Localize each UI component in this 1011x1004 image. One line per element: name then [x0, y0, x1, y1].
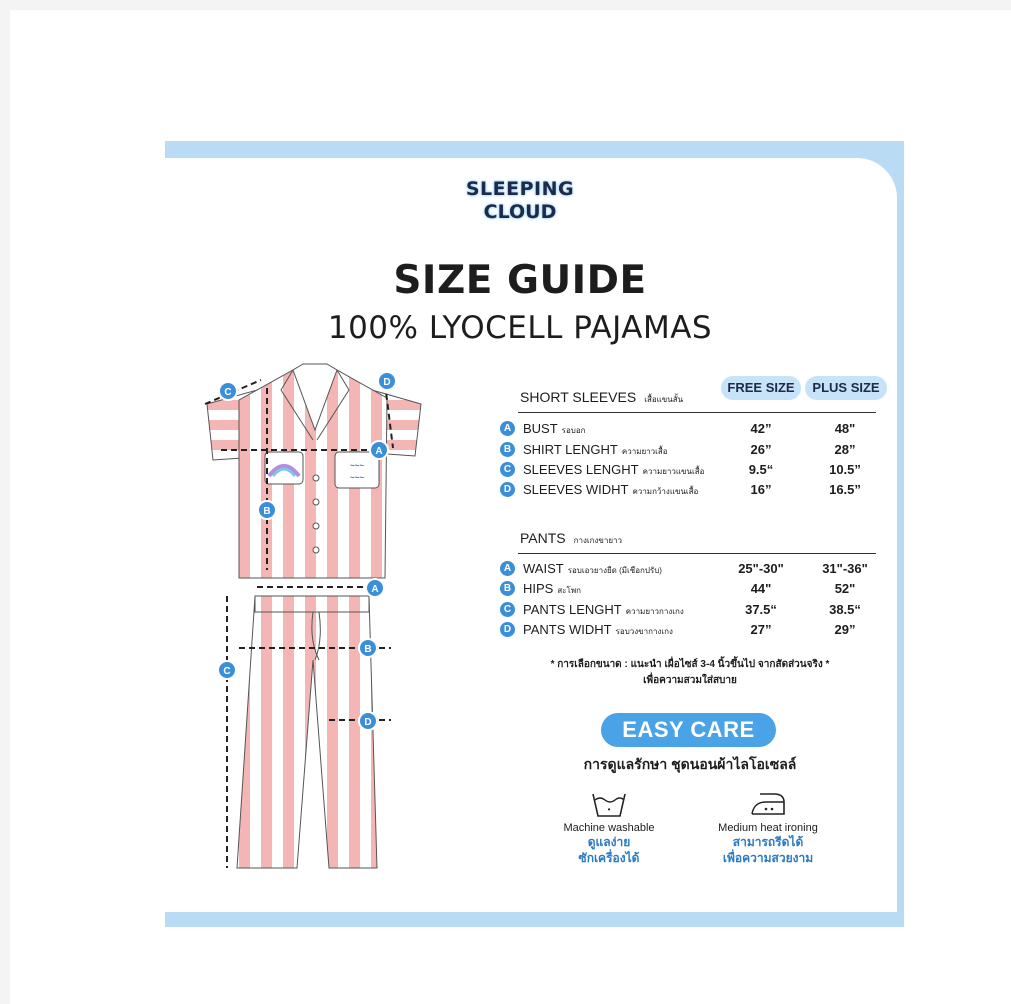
- row-key-badge: C: [500, 602, 515, 617]
- plus-size-value: 29”: [834, 622, 856, 637]
- easy-care-subtitle: การดูแลรักษา ชุดนอนผ้าไลโอเซลล์: [583, 756, 797, 772]
- plus-size-value: 31"-36": [822, 561, 868, 576]
- plus-size-header: PLUS SIZE: [805, 376, 887, 400]
- row-label-th: ความยาวกางเกง: [625, 607, 684, 616]
- pajama-illustration: [195, 360, 435, 880]
- shirt-label: SHORT SLEEVES: [520, 389, 637, 405]
- free-size-value: 25"-30": [738, 561, 784, 576]
- plus-size-value: 10.5”: [829, 462, 861, 477]
- size-note-line2: เพื่อความสวมใส่สบาย: [643, 675, 737, 686]
- row-label: SHIRT LENGHT: [523, 442, 618, 457]
- row-label: PANTS LENGHT: [523, 602, 622, 617]
- plus-size-value: 16.5”: [829, 482, 861, 497]
- row-key-badge: A: [500, 421, 515, 436]
- badge-b-shirt: [258, 501, 276, 519]
- care-label-th2: ซักเครื่องได้: [578, 851, 640, 865]
- row-label: BUST: [523, 421, 558, 436]
- brand-logo: [460, 178, 580, 224]
- badge-a-shirt: [370, 441, 388, 459]
- table-row: [500, 601, 880, 619]
- size-note: [500, 657, 880, 689]
- table-row: [500, 481, 880, 499]
- row-label: SLEEVES WIDHT: [523, 482, 629, 497]
- free-size-value: 42”: [750, 421, 772, 436]
- iron-icon: [746, 788, 790, 820]
- free-size-value: 37.5“: [745, 602, 777, 617]
- care-label-en: Medium heat ironing: [718, 822, 818, 834]
- svg-text:D: D: [383, 377, 391, 388]
- free-size-value: 26”: [750, 442, 772, 457]
- badge-a-pants: [366, 579, 384, 597]
- svg-text:D: D: [364, 717, 372, 728]
- brand-line1: SLEEPING: [465, 178, 575, 200]
- row-label-th: ความยาวเสื้อ: [621, 447, 668, 456]
- row-label-th: ความกว้างแขนเสื้อ: [632, 487, 699, 496]
- table-row: [500, 461, 880, 479]
- svg-text:B: B: [263, 506, 271, 517]
- row-key-badge: D: [500, 622, 515, 637]
- pants-label-th: กางเกงขายาว: [573, 536, 622, 545]
- svg-text:B: B: [364, 644, 372, 655]
- free-size-value: 9.5“: [748, 462, 774, 477]
- pants-divider: [518, 553, 876, 554]
- svg-text:~~~: ~~~: [349, 473, 365, 482]
- row-key-badge: B: [500, 581, 515, 596]
- row-label-th: รอบเอวยางยืด (มีเชือกปรับ): [567, 566, 662, 575]
- row-key-badge: C: [500, 462, 515, 477]
- page-subtitle: 100% LYOCELL PAJAMAS: [327, 310, 713, 346]
- row-label-th: สะโพก: [557, 586, 581, 595]
- plus-size-value: 28”: [834, 442, 856, 457]
- badge-d-shirt: [378, 372, 396, 390]
- page-title: SIZE GUIDE: [393, 258, 647, 303]
- free-size-value: 27”: [750, 622, 772, 637]
- row-label: WAIST: [523, 561, 564, 576]
- row-label-th: รอบวงขากางเกง: [615, 627, 673, 636]
- plus-size-value: 52": [834, 581, 856, 596]
- table-row: [500, 580, 880, 598]
- brand-line2: CLOUD: [483, 201, 557, 223]
- care-item-iron: [683, 788, 853, 866]
- care-label-th2: เพื่อความสวยงาม: [722, 851, 814, 865]
- table-row: [500, 441, 880, 459]
- plus-size-value: 38.5“: [829, 602, 861, 617]
- badge-d-pants: [359, 712, 377, 730]
- size-note-line1: * การเลือกขนาด : แนะนำ เผื่อไซส์ 3-4 นิ้วขึ้นไป จากสัดส่วนจริง *: [550, 659, 830, 670]
- svg-text:•: •: [607, 805, 611, 814]
- row-key-badge: A: [500, 561, 515, 576]
- table-row: [500, 621, 880, 639]
- shirt-section-title: [520, 389, 683, 406]
- shirt-divider: [518, 412, 876, 413]
- free-size-header: FREE SIZE: [721, 376, 801, 400]
- machine-wash-icon: [589, 788, 629, 820]
- care-label-en: Machine washable: [563, 822, 655, 834]
- pants-label: PANTS: [520, 530, 566, 546]
- shirt-label-th: เสื้อแขนสั้น: [644, 395, 684, 404]
- row-key-badge: B: [500, 442, 515, 457]
- plus-size-value: 48": [834, 421, 856, 436]
- badge-c-pants: [218, 661, 236, 679]
- free-size-value: 16”: [750, 482, 772, 497]
- row-label: HIPS: [523, 581, 554, 596]
- svg-text:C: C: [223, 666, 231, 677]
- care-label-th1: สามารถรีดได้: [732, 835, 804, 849]
- badge-c-shirt: [219, 382, 237, 400]
- table-row: [500, 420, 880, 438]
- svg-text:A: A: [375, 446, 383, 457]
- svg-text:A: A: [371, 584, 379, 595]
- svg-text:C: C: [224, 387, 232, 398]
- pants: [237, 596, 377, 868]
- badge-b-pants: [359, 639, 377, 657]
- care-item-wash: [524, 788, 694, 866]
- table-row: [500, 560, 880, 578]
- row-label-th: รอบอก: [561, 426, 586, 435]
- row-key-badge: D: [500, 482, 515, 497]
- svg-text:~~~: ~~~: [349, 461, 365, 470]
- care-label-th1: ดูแลง่าย: [587, 835, 631, 849]
- row-label-th: ความยาวแขนเสื้อ: [642, 467, 705, 476]
- easy-care-badge: EASY CARE: [601, 713, 776, 747]
- row-label: PANTS WIDHT: [523, 622, 612, 637]
- row-label: SLEEVES LENGHT: [523, 462, 639, 477]
- pants-section-title: [520, 530, 622, 547]
- free-size-value: 44": [750, 581, 772, 596]
